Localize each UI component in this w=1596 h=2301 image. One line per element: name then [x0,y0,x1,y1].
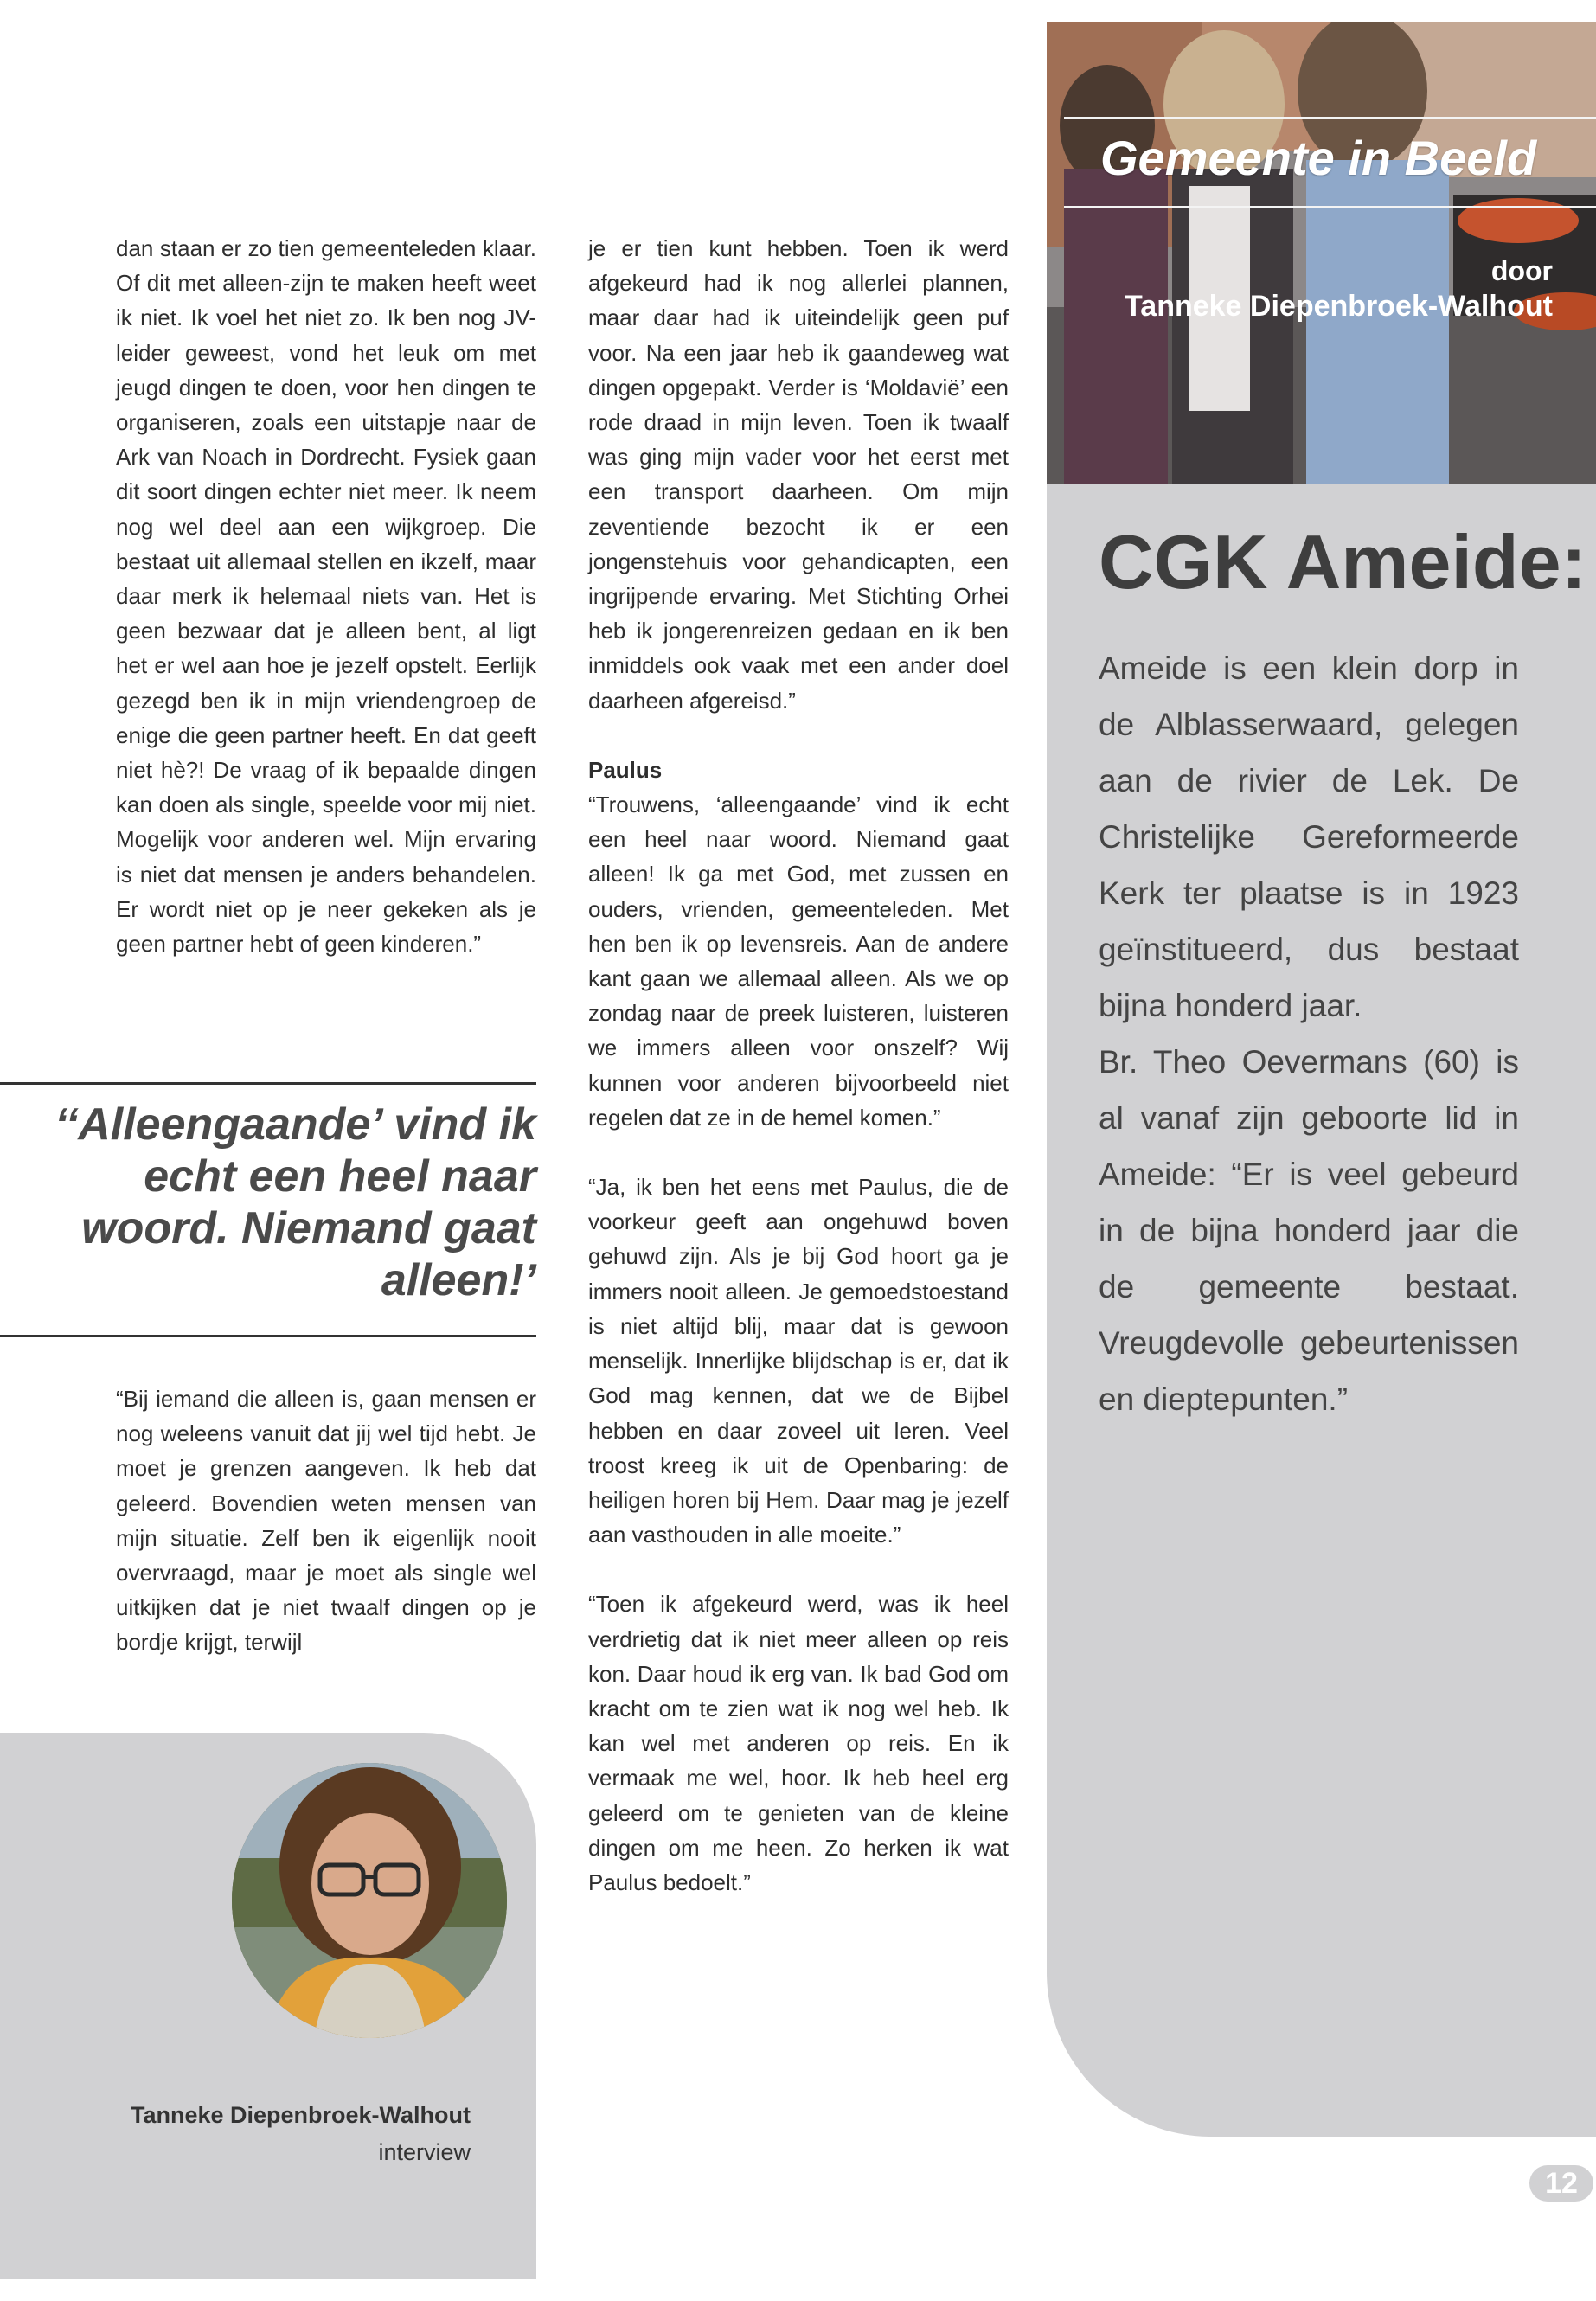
article-paragraph: “Ja, ik ben het eens met Paulus, die de voorkeur geeft aan ongehuwd boven gehuwd zijn. Als je bij God hoort ga je immers nooit alleen. Je gemoedstoestand is niet altijd blij, maar dat is gewoon menselijk. Innerlijke blijdschap is er, dat ik God mag kennen, dat we de Bijbel hebben en daar zoveel uit leren. Veel troost kreeg ik uit de Openbaring: de heiligen horen bij Hem. Daar mag je jezelf aan vasthouden in alle moeite.” [588,1174,1009,1548]
article-paragraph: “Bij iemand die alleen is, gaan mensen er nog weleens vanuit dat jij wel tijd hebt. Je moet je grenzen aangeven. Ik heb dat geleerd. Bovendien weten mensen van mijn situatie. Zelf ben ik eigenlijk nooit overvraagd, maar je moet als single wel uitkijken dat je niet twaalf dingen op je bordje krijgt, terwijl [116,1386,536,1656]
hero-photo-illustration [1047,22,1596,484]
author-role: interview [378,2139,471,2165]
article-paragraph: “Trouwens, ‘alleengaande’ vind ik echt een heel naar woord. Niemand gaat alleen! Ik ga met God, met zussen en ouders, vrienden, gemeenteleden. Met hen ben ik op levensreis. Aan de andere kant gaan we allemaal alleen. Als we op zondag naar de preek luisteren, luisteren we immers alleen voor onszelf? Wij kunnen voor anderen bijvoorbeeld niet regelen dat ze in de hemel komen.” [588,792,1009,1131]
article-column-2 [588,231,1009,1934]
author-portrait [232,1763,507,2038]
byline-door: door [1490,255,1553,286]
subheading: Paulus [588,756,663,783]
section-title: Gemeente in Beeld [1100,131,1537,185]
author-portrait-illustration [232,1763,507,2038]
author-name: Tanneke Diepenbroek-Walhout [130,2102,471,2128]
sidebar-intro-paragraph: Br. Theo Oevermans (60) is al vanaf zijn geboorte lid in Ameide: “Er is veel gebeurd in de bijna honderd jaar die de gemeente bestaat. Vreugdevolle gebeurtenissen en dieptepunten.” [1099,1044,1519,1417]
article-column-1-continued [116,1381,536,1695]
sidebar-heading: CGK Ameide: [1099,519,1586,605]
byline-author: Tanneke Diepenbroek-Walhout [1125,290,1553,323]
author-credit [0,2097,471,2171]
hero-photo [1047,22,1596,484]
article-column-1 [116,231,536,996]
article-paragraph: dan staan er zo tien gemeenteleden klaar. Of dit met alleen-zijn te maken heeft weet ik niet. Ik voel het niet zo. Ik ben nog JV-leider geweest, vond het leuk om met jeugd dingen te doen, voor hen dingen te organiseren, zoals een uitstapje naar de Ark van Noach in Dordrecht. Fysiek gaan dit soort dingen echter niet meer. Ik neem nog wel deel aan een wijkgroep. Die bestaat uit allemaal stellen en ikzelf, maar daar merk ik helemaal niets van. Het is geen bezwaar dat je alleen bent, al ligt het er wel aan hoe je jezelf opstelt. Eerlijk gezegd ben ik in mijn vriendengroep de enige die geen partner heeft. En dat geeft niet hè?! De vraag of ik bepaalde dingen kan doen als single, speelde voor mij niet. Mogelijk voor anderen wel. Mijn ervaring is niet dat mensen je anders behandelen. Er wordt niet op je neer gekeken als je geen partner hebt of geen kinderen.” [116,235,536,958]
pull-quote [0,1082,536,1337]
article-paragraph: je er tien kunt hebben. Toen ik werd afgekeurd had ik nog allerlei plannen, maar daar had ik uiteindelijk geen puf voor. Na een jaar heb ik gaandeweg wat dingen opgepakt. Verder is ‘Moldavië’ een rode draad in mijn leven. Toen ik twaalf was ging mijn vader voor het eerst met een transport daarheen. Om mijn zeventiende bezocht ik er een jongenstehuis voor gehandicapten, een ingrijpende ervaring. Met Stichting Orhei heb ik jongerenreizen gedaan en ik ben inmiddels ook vaak met een ander doel daarheen afgereisd.” [588,235,1009,714]
page-number: 12 [1529,2165,1593,2202]
article-paragraph: “Toen ik afgekeurd werd, was ik heel verdrietig dat ik niet meer alleen op reis kon. Daar houd ik erg van. Ik bad God om kracht om te zien wat ik nog wel heb. Ik kan wel met anderen op reis. En ik vermaak me wel, hoor. Ik heb heel erg geleerd om te genieten van de kleine dingen om me heen. Zo herken ik wat Paulus bedoelt.” [588,1591,1009,1895]
sidebar-intro-paragraph: Ameide is een klein dorp in de Alblasserwaard, gelegen aan de rivier de Lek. De Christelijke Gereformeerde Kerk ter plaatse is in 1923 geïnstitueerd, dus bestaat bijna honderd jaar. [1099,651,1519,1023]
pull-quote-text: ‘‘Alleengaande’ vind ik echt een heel naar woord. Niemand gaat alleen!’ [54,1099,536,1305]
sidebar-intro [1099,640,1519,1427]
